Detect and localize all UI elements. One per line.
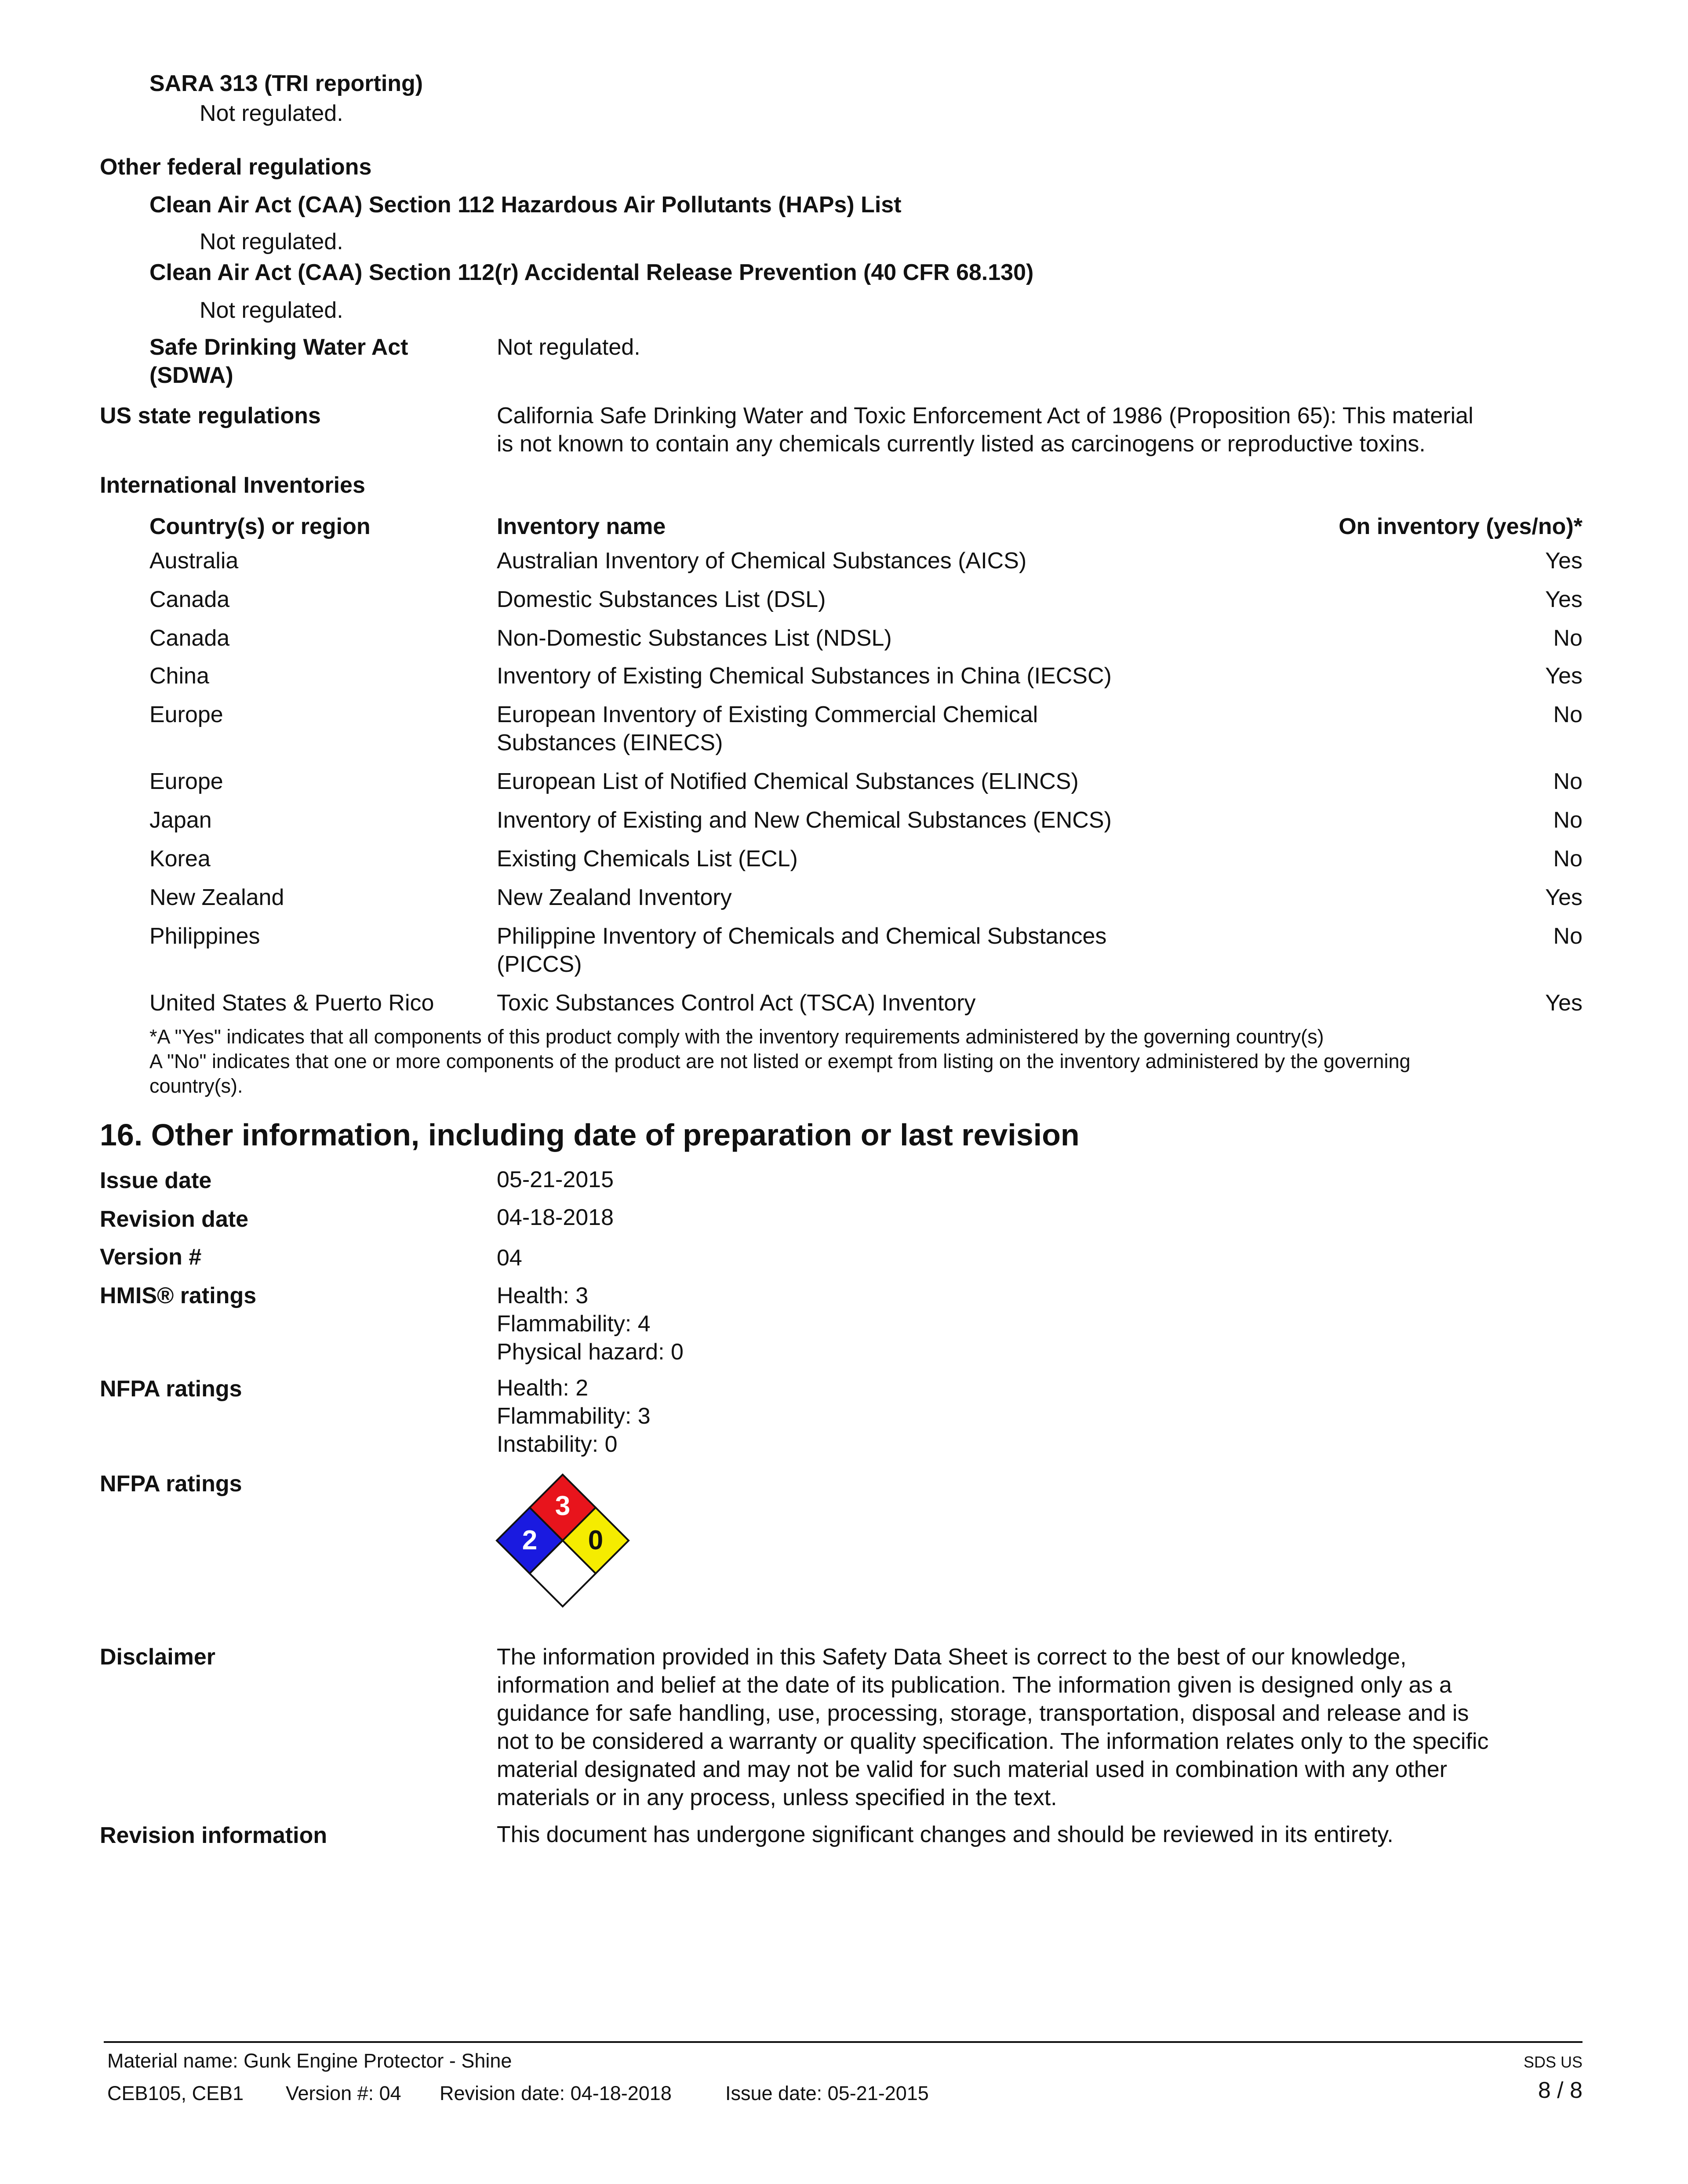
row-on-inventory: Yes <box>1545 990 1582 1016</box>
hmis-health: Health: 3 <box>497 1283 589 1308</box>
row-inventory-name: Inventory of Existing and New Chemical Substances (ENCS) <box>497 807 1112 833</box>
row-inventory-name-cont: Substances (EINECS) <box>497 730 723 756</box>
sdwa-value: Not regulated. <box>497 334 640 360</box>
us-state-line1: California Safe Drinking Water and Toxic Enforcement Act of 1986 (Proposition 65): This material <box>497 403 1473 429</box>
row-inventory-name: Philippine Inventory of Chemicals and Chemical Substances <box>497 923 1107 949</box>
row-on-inventory: Yes <box>1545 885 1582 910</box>
other-federal-title: Other federal regulations <box>100 154 372 180</box>
col-header-inventory-name: Inventory name <box>497 514 666 539</box>
footer-divider <box>104 2041 1582 2043</box>
hmis-flammability: Flammability: 4 <box>497 1311 651 1337</box>
hmis-label: HMIS® ratings <box>100 1283 257 1308</box>
sdwa-label: Safe Drinking Water Act <box>149 334 408 360</box>
footer-issue-date: Issue date: 05-21-2015 <box>725 2082 929 2104</box>
row-on-inventory: Yes <box>1545 548 1582 574</box>
revision-info-value: This document has undergone significant changes and should be reviewed in its entirety. <box>497 1822 1393 1847</box>
nfpa-instability-number: 0 <box>588 1525 604 1555</box>
row-on-inventory: No <box>1553 807 1582 833</box>
col-header-country: Country(s) or region <box>149 514 371 539</box>
nfpa-instability: Instability: 0 <box>497 1432 618 1457</box>
nfpa-flammability-number: 3 <box>555 1491 571 1521</box>
disclaimer-line: guidance for safe handling, use, processing, storage, transportation, disposal and release and is <box>497 1701 1469 1726</box>
us-state-label: US state regulations <box>100 403 321 429</box>
revision-date-value: 04-18-2018 <box>497 1205 614 1230</box>
row-inventory-name: European Inventory of Existing Commercial Chemical <box>497 702 1038 727</box>
disclaimer-line: information and belief at the date of its publication. The information given is designed only as a <box>497 1672 1452 1698</box>
row-inventory-name: Australian Inventory of Chemical Substances (AICS) <box>497 548 1027 574</box>
row-inventory-name: New Zealand Inventory <box>497 885 732 910</box>
row-country: Europe <box>149 769 223 794</box>
row-on-inventory: No <box>1553 923 1582 949</box>
inventory-footnote-no: A "No" indicates that one or more components of the product are not listed or exempt from listing on the inventory administered by the governing <box>149 1050 1411 1072</box>
version-label: Version # <box>100 1244 202 1270</box>
disclaimer-line: material designated and may not be valid for such material used in combination with any other <box>497 1757 1448 1782</box>
row-inventory-name-cont: (PICCS) <box>497 952 582 977</box>
row-country: Canada <box>149 587 230 612</box>
row-on-inventory: No <box>1553 769 1582 794</box>
nfpa-diamond-icon <box>495 1472 631 1609</box>
footer-version: Version #: 04 <box>286 2082 401 2104</box>
row-on-inventory: No <box>1553 625 1582 651</box>
disclaimer-line: materials or in any process, unless specified in the text. <box>497 1785 1057 1810</box>
row-country: China <box>149 663 209 689</box>
sara313-title: SARA 313 (TRI reporting) <box>149 71 423 96</box>
row-on-inventory: Yes <box>1545 663 1582 689</box>
col-header-on-inventory: On inventory (yes/no)* <box>1339 514 1582 539</box>
row-country: Europe <box>149 702 223 727</box>
disclaimer-line: The information provided in this Safety Data Sheet is correct to the best of our knowledge, <box>497 1644 1407 1670</box>
nfpa-label: NFPA ratings <box>100 1376 242 1402</box>
row-country: New Zealand <box>149 885 284 910</box>
row-on-inventory: Yes <box>1545 587 1582 612</box>
footer-revision-date: Revision date: 04-18-2018 <box>440 2082 672 2104</box>
nfpa-flammability: Flammability: 3 <box>497 1403 651 1429</box>
nfpa-health-number: 2 <box>522 1525 538 1555</box>
row-inventory-name: Non-Domestic Substances List (NDSL) <box>497 625 892 651</box>
row-on-inventory: No <box>1553 846 1582 872</box>
issue-date-label: Issue date <box>100 1168 212 1193</box>
row-inventory-name: Toxic Substances Control Act (TSCA) Inventory <box>497 990 976 1016</box>
row-country: United States & Puerto Rico <box>149 990 434 1016</box>
revision-date-label: Revision date <box>100 1206 249 1232</box>
disclaimer-label: Disclaimer <box>100 1644 216 1670</box>
row-inventory-name: Existing Chemicals List (ECL) <box>497 846 798 872</box>
nfpa-diamond-label: NFPA ratings <box>100 1471 242 1497</box>
version-value: 04 <box>497 1245 522 1271</box>
row-country: Japan <box>149 807 212 833</box>
inventory-footnote-yes: *A "Yes" indicates that all components of this product comply with the inventory requirements administered by the governing country(s) <box>149 1025 1324 1048</box>
section16-title: 16. Other information, including date of preparation or last revision <box>100 1118 1080 1152</box>
footer-product-codes: CEB105, CEB1 <box>107 2082 244 2104</box>
footer-page-number: 8 / 8 <box>1538 2078 1582 2103</box>
footer-material-name: Material name: Gunk Engine Protector - Shine <box>107 2050 512 2072</box>
sara313-value: Not regulated. <box>200 101 343 126</box>
caa112-title: Clean Air Act (CAA) Section 112 Hazardous Air Pollutants (HAPs) List <box>149 192 902 218</box>
nfpa-health: Health: 2 <box>497 1375 589 1401</box>
issue-date-value: 05-21-2015 <box>497 1167 614 1192</box>
caa112r-title: Clean Air Act (CAA) Section 112(r) Accidental Release Prevention (40 CFR 68.130) <box>149 260 1034 285</box>
disclaimer-line: not to be considered a warranty or quality specification. The information relates only to the specific <box>497 1729 1489 1754</box>
footer-doc-type: SDS US <box>1523 2053 1582 2071</box>
row-on-inventory: No <box>1553 702 1582 727</box>
row-country: Philippines <box>149 923 260 949</box>
row-inventory-name: Inventory of Existing Chemical Substances in China (IECSC) <box>497 663 1112 689</box>
row-country: Korea <box>149 846 211 872</box>
inventory-footnote-no-cont: country(s). <box>149 1075 243 1097</box>
row-inventory-name: European List of Notified Chemical Substances (ELINCS) <box>497 769 1079 794</box>
row-country: Canada <box>149 625 230 651</box>
inventories-title: International Inventories <box>100 472 365 498</box>
us-state-line2: is not known to contain any chemicals currently listed as carcinogens or reproductive toxins. <box>497 431 1426 457</box>
sdwa-label-2: (SDWA) <box>149 363 233 388</box>
caa112r-value: Not regulated. <box>200 298 343 323</box>
hmis-physical-hazard: Physical hazard: 0 <box>497 1339 684 1365</box>
caa112-value: Not regulated. <box>200 229 343 254</box>
revision-info-label: Revision information <box>100 1823 327 1848</box>
row-country: Australia <box>149 548 239 574</box>
row-inventory-name: Domestic Substances List (DSL) <box>497 587 826 612</box>
